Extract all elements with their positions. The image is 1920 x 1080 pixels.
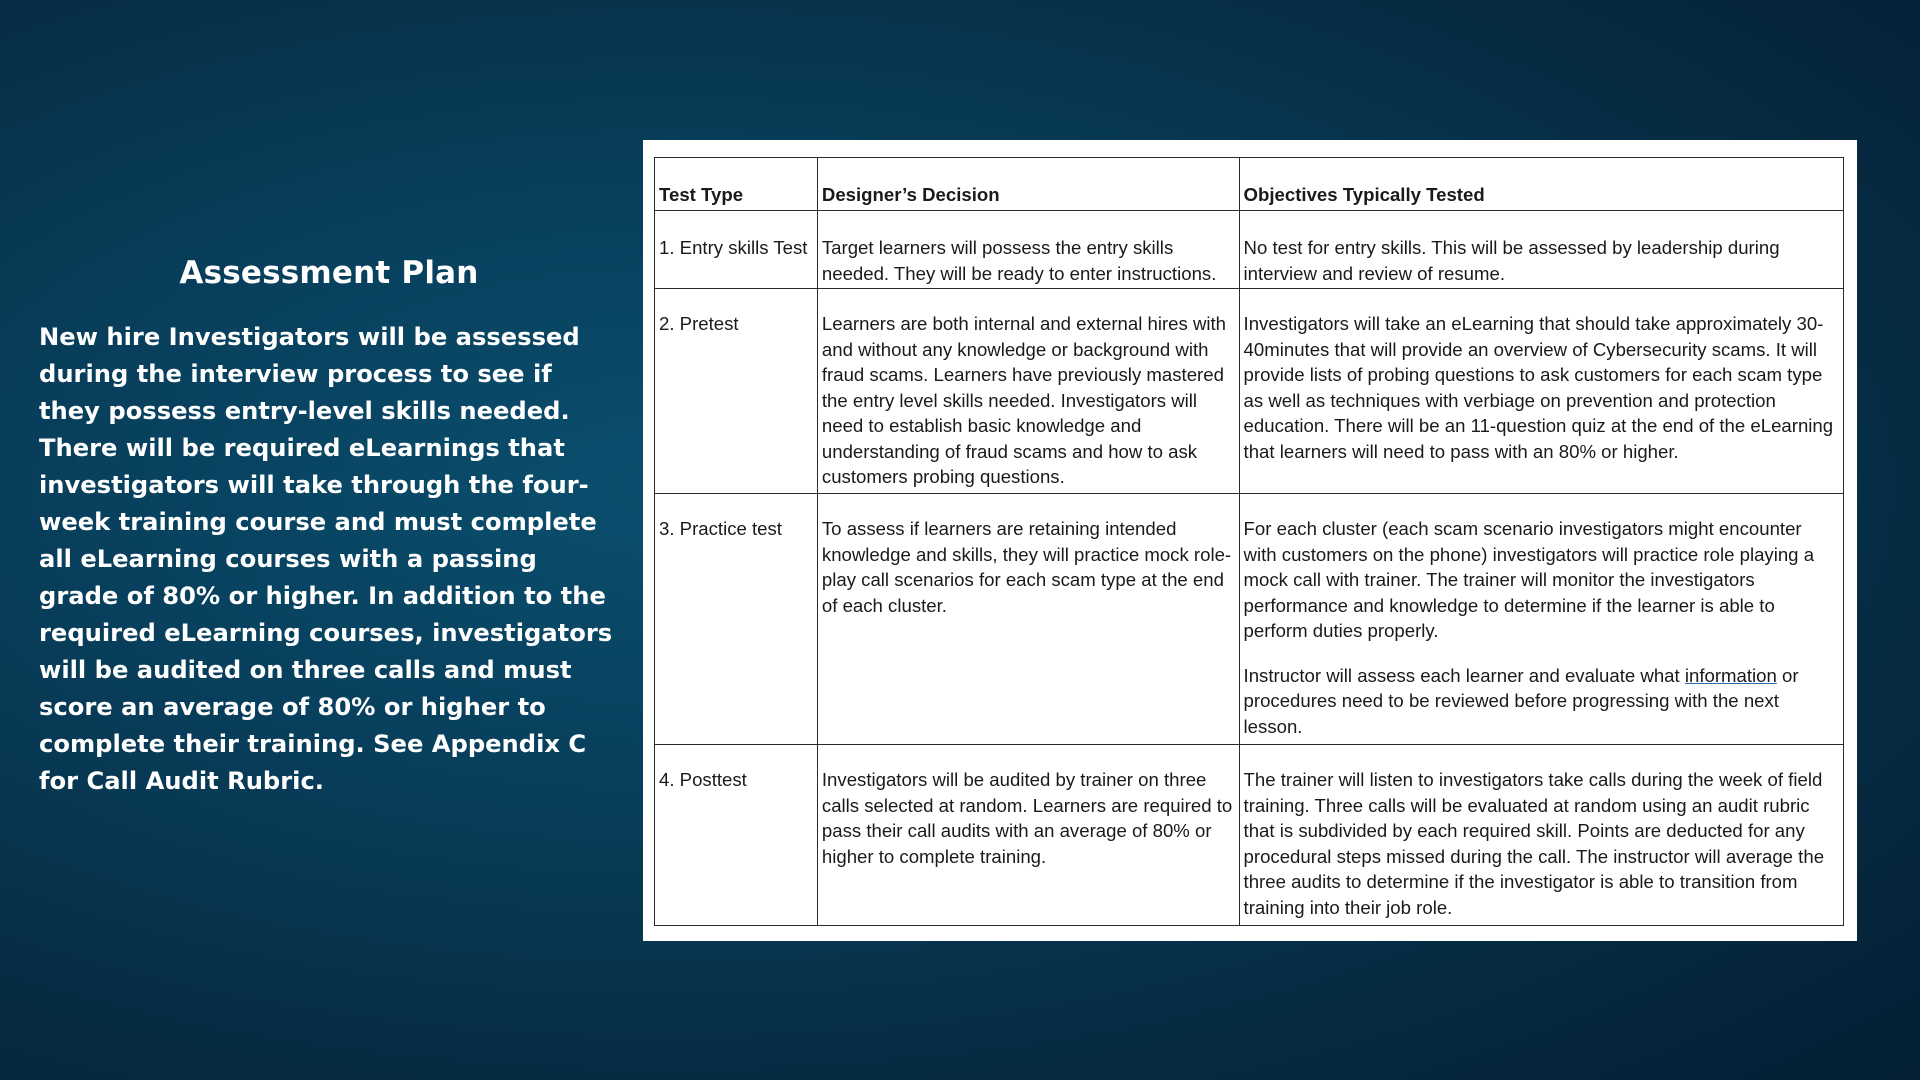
slide-body-text: New hire Investigators will be assessed during the interview process to see if they possess entry-level skills needed. There will be required eLearnings that investigators will take through the four-week training course and must complete all eLearning courses with a passing grade of 80% or higher. In addition to the required eLearning courses, investigators will be audited on three calls and must score an average of 80% or higher to complete their training. See Appendix C for Call Audit Rubric. (39, 323, 613, 795)
cell-objectives: Investigators will take an eLearning that should take approximately 30-40minutes that will provide an overview of Cybersecurity scams. It will provide lists of probing questions to ask customers for each scam type as well as techniques with verbiage on prevention and protection education. There will be an 11-question quiz at the end of the eLearning that learners will need to pass with an 80% or higher. (1239, 289, 1843, 494)
objectives-text: Instructor will assess each learner and evaluate what (1243, 664, 1685, 686)
table-row (655, 211, 1844, 289)
cell-test-type: 4. Posttest (655, 745, 818, 926)
table-row (655, 289, 1844, 494)
information-link[interactable]: information (1684, 664, 1777, 686)
cell-decision: Target learners will possess the entry skills needed. They will be ready to enter instructions. (817, 211, 1239, 289)
objectives-text: or procedures need to be reviewed before progressing with the next lesson. (1243, 664, 1799, 737)
cell-objectives: The trainer will listen to investigators take calls during the week of field training. Three calls will be evaluated at random using an audit rubric that is subdivided by each required skill. Points are deducted for any procedural steps missed during the call. The instructor will average the three audits to determine if the investigator is able to transition from training into their job role. (1239, 745, 1843, 926)
objectives-paragraph (1244, 663, 1839, 740)
cell-objectives: No test for entry skills. This will be assessed by leadership during interview and review of resume. (1239, 211, 1843, 289)
table-row (655, 494, 1844, 745)
header-objectives-tested: Objectives Typically Tested (1239, 158, 1843, 211)
cell-decision: To assess if learners are retaining intended knowledge and skills, they will practice mock role-play call scenarios for each scam type at the end of each cluster. (817, 494, 1239, 745)
cell-objectives (1239, 494, 1843, 745)
header-test-type: Test Type (655, 158, 818, 211)
objectives-paragraph: For each cluster (each scam scenario investigators might encounter with customers on the phone) investigators will practice role playing a mock call with trainer. The trainer will monitor the investigators performance and knowledge to determine if the learner is able to perform duties properly. (1243, 518, 1815, 641)
cell-decision: Learners are both internal and external hires with and without any knowledge or background with fraud scams. Learners have previously mastered the entry level skills needed. Investigators will need to establish basic knowledge and understanding of fraud scams and how to ask customers probing questions. (817, 289, 1239, 494)
cell-test-type: 3. Practice test (655, 494, 818, 745)
slide-title: Assessment Plan (179, 255, 479, 291)
table-row (655, 745, 1844, 926)
table-header-row (655, 158, 1844, 211)
assessment-plan-panel (39, 255, 619, 800)
cell-test-type: 1. Entry skills Test (655, 211, 818, 289)
header-designers-decision: Designer’s Decision (817, 158, 1239, 211)
assessment-table-card (643, 140, 1857, 941)
cell-decision: Investigators will be audited by trainer on three calls selected at random. Learners are required to pass their call audits with an average of 80% or higher to complete training. (817, 745, 1239, 926)
cell-test-type: 2. Pretest (655, 289, 818, 494)
assessment-table (654, 157, 1844, 926)
